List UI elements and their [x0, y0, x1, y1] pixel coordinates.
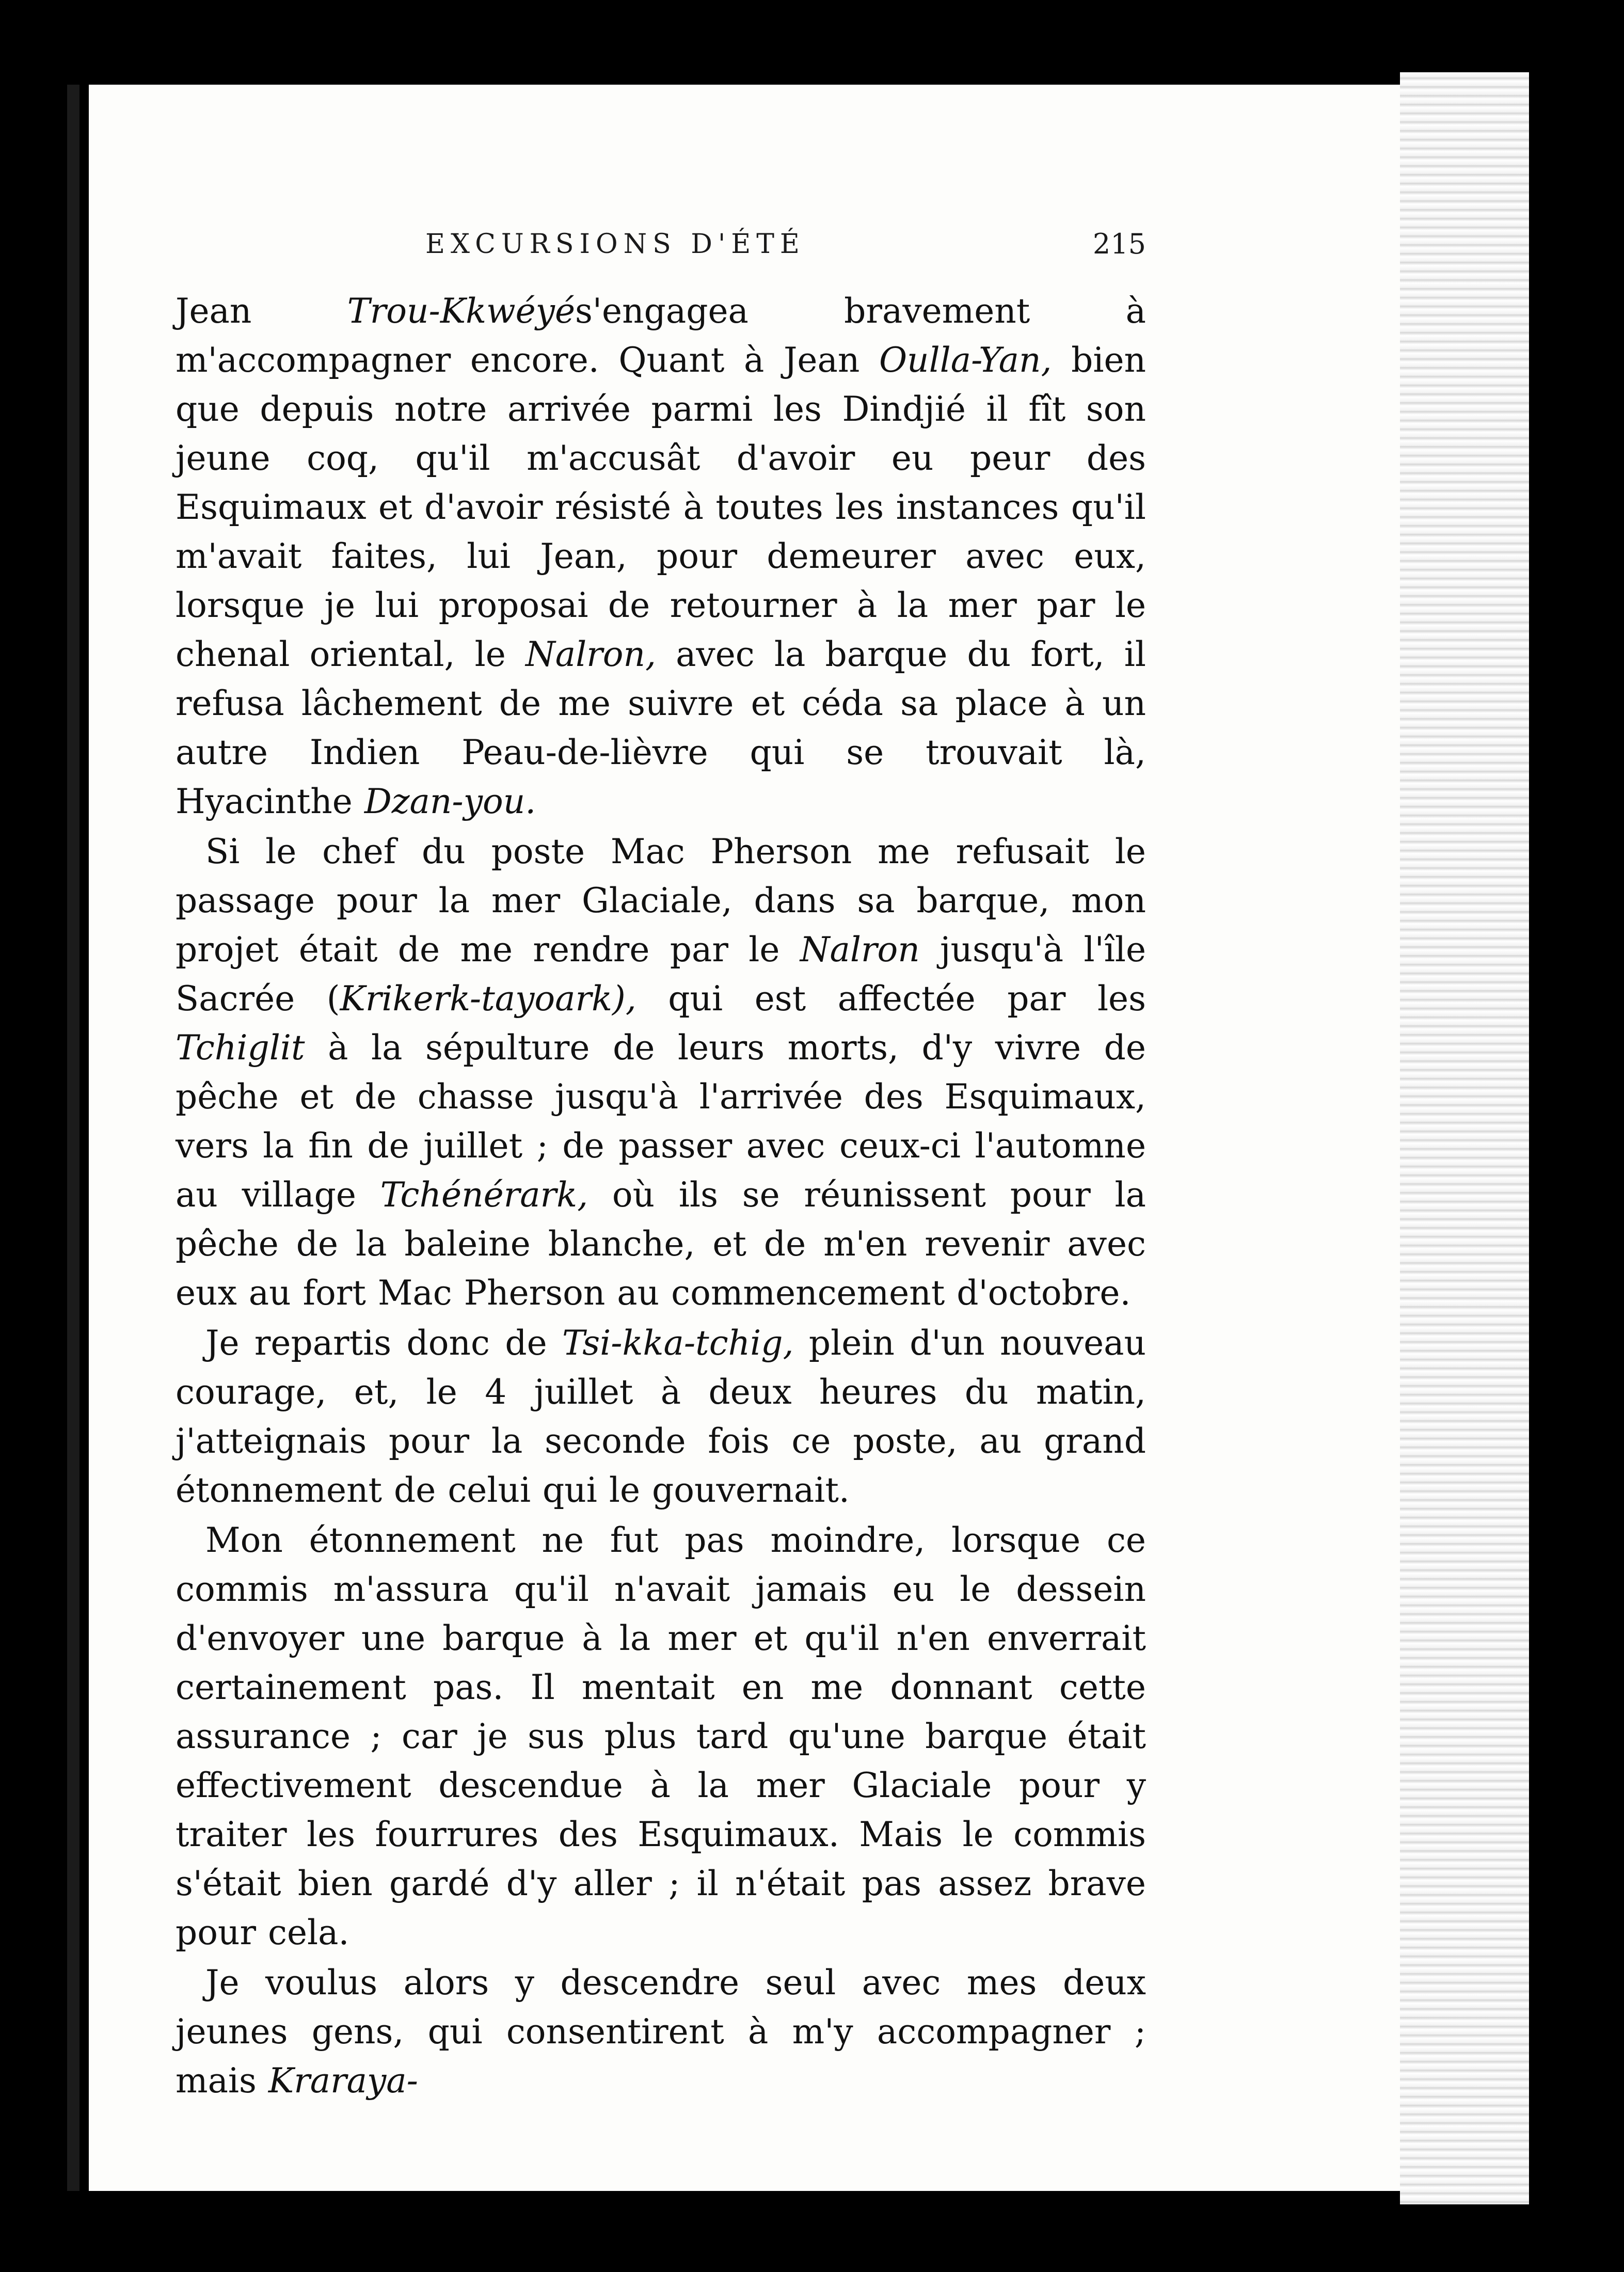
page-number: 215 — [1092, 228, 1146, 260]
paragraph-1 — [176, 287, 1146, 826]
text-run: où ils se réunissent pour la pêche de la baleine blanche, et de m'en revenir avec eux au fort Mac Pherson au commencement d'octobre. — [176, 1175, 1146, 1313]
italic-name: Kraraya- — [268, 2061, 418, 2101]
page-body — [176, 287, 1147, 2101]
text-run: Je voulus alors y descendre seul avec mes deux jeunes gens, qui consentirent à m'y accompagner ; mais — [176, 1963, 1146, 2101]
running-title: EXCURSIONS D'ÉTÉ — [425, 229, 805, 260]
text-run: qui est affectée par les — [636, 979, 1146, 1019]
italic-name: Nalron — [800, 930, 920, 970]
text-run: bien que depuis notre arrivée parmi les Dindjié il fît son jeune coq, qu'il m'accusât d'avoir eu peur des Esquimaux et d'avoir résisté à toutes les instances qu'il m'avait faites, lui Jean, pour demeurer avec eux, lorsque je lui proposai de retourner à la mer par le chenal oriental, le — [176, 340, 1147, 674]
text-run: Si le chef du poste Mac Pherson me refusait le passage pour la mer Glaciale, dans sa barque, mon projet était de me rendre par le — [176, 832, 1146, 970]
binding-edge — [67, 85, 79, 2191]
text-run: avec la barque du fort, il refusa lâchement de me suivre et céda sa place à un autre Indien Peau-de-lièvre qui se trouvait là, Hyacinthe — [176, 634, 1146, 821]
text-run: Je repartis donc de — [205, 1323, 563, 1363]
italic-name: Tchénérark, — [380, 1175, 588, 1215]
italic-name: Oulla-Yan, — [879, 340, 1052, 380]
italic-name: Tsi-kka-tchig, — [562, 1323, 794, 1363]
page-header — [176, 216, 1146, 273]
text-run: Jean — [176, 291, 347, 331]
paragraph-2 — [176, 827, 1146, 1317]
text-run: à la sépulture de leurs morts, d'y vivre de pêche et de chasse jusqu'à l'arrivée des Esquimaux, vers la fin de juillet ; de passer avec ceux-ci l'automne au village — [176, 1028, 1146, 1215]
scan-shadow-right — [1529, 72, 1624, 2272]
italic-name: Krikerk-tayoark), — [340, 979, 636, 1019]
text-run: Mon étonnement ne fut pas moindre, lorsque ce commis m'assura qu'il n'avait jamais eu le dessein d'envoyer une barque à la mer et qu'il n'en enverrait certainement pas. Il mentait en me donnant cette assurance ; car je sus plus tard qu'une barque était effectivement descendue à la mer Glaciale pour y traiter les fourrures des Esquimaux. Mais le commis s'était bien gardé d'y aller ; il n'était pas assez brave pour cela. — [176, 1520, 1146, 1952]
text-run: jusqu'à l'île Sacrée ( — [176, 930, 1147, 1019]
italic-name: Trou-Kkwéyé — [347, 291, 576, 331]
text-run: plein d'un nouveau courage, et, le 4 juillet à deux heures du matin, j'atteignais pour la seconde fois ce poste, au grand étonnement de celui qui le gouvernait. — [176, 1323, 1146, 1510]
page-stack-edge — [1400, 72, 1529, 2204]
paragraph-4 — [176, 1516, 1146, 1957]
paragraph-3 — [176, 1318, 1146, 1515]
italic-name: Tchiglit — [176, 1028, 305, 1068]
text-run: s'engagea bravement à m'accompagner encore. Quant à Jean — [176, 291, 1146, 380]
italic-name: Nalron, — [525, 634, 656, 674]
paragraph-5 — [176, 1958, 1146, 2105]
italic-name: Dzan-you. — [364, 782, 536, 821]
